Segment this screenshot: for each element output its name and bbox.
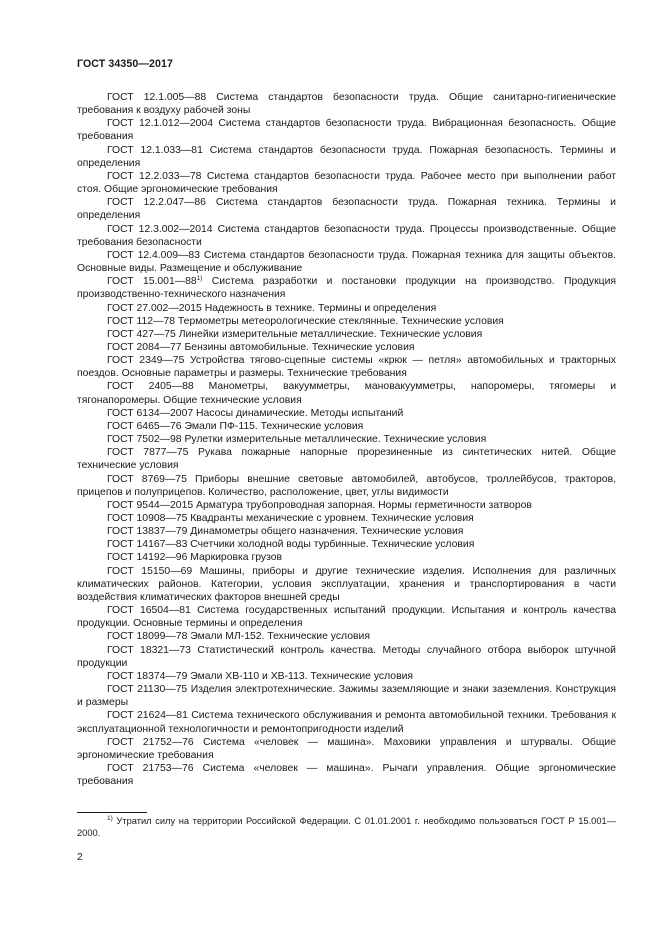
- reference-item: ГОСТ 21752—76 Система «человек — машина». Маховики управления и штурвалы. Общие эргономические требования: [77, 736, 616, 761]
- reference-item: ГОСТ 13837—79 Динамометры общего назначения. Технические условия: [107, 526, 464, 538]
- reference-item: ГОСТ 21130—75 Изделия электротехнические. Зажимы заземляющие и знаки заземления. Конструкция и размеры: [77, 684, 616, 709]
- reference-item: ГОСТ 21624—81 Система технического обслуживания и ремонта автомобильной техники. Требования к эксплуатационной технологичности и ремонтопригодности изделий: [77, 710, 616, 735]
- reference-item: ГОСТ 10908—75 Квадранты механические с уровнем. Технические условия: [107, 513, 474, 524]
- footnote: [77, 816, 616, 840]
- reference-item: ГОСТ 14167—83 Счетчики холодной воды турбинные. Технические условия: [107, 539, 475, 551]
- reference-item: ГОСТ 12.3.002—2014 Система стандартов безопасности труда. Процессы производственные. Общие требования безопасности: [77, 223, 616, 248]
- reference-item: ГОСТ 12.4.009—83 Система стандартов безопасности труда. Пожарная техника для защиты объектов. Основные виды. Размещение и обслуживание: [77, 249, 616, 275]
- reference-item: ГОСТ 27.002—2015 Надежность в технике. Термины и определения: [107, 302, 437, 314]
- reference-item: ГОСТ 12.1.005—88 Система стандартов безопасности труда. Общие санитарно-гигиенические требования к воздуху рабочей зоны: [77, 92, 616, 117]
- reference-item: ГОСТ 21753—76 Система «человек — машина». Рычаги управления. Общие эргономические требования: [77, 762, 616, 788]
- reference-title: Система разработки и постановки продукции на производство. Продукция производственно-технического назначения: [77, 276, 616, 301]
- reference-item: ГОСТ 18321—73 Статистический контроль качества. Методы случайного отбора выборок штучной продукции: [77, 644, 616, 669]
- reference-item: ГОСТ 9544—2015 Арматура трубопроводная запорная. Нормы герметичности затворов: [107, 499, 532, 511]
- reference-item: ГОСТ 8769—75 Приборы внешние световые автомобилей, автобусов, троллейбусов, тракторов, прицепов и полуприцепов. Количество, расположение, цвет, углы видимости: [77, 473, 616, 498]
- reference-item: ГОСТ 12.2.033—78 Система стандартов безопасности труда. Рабочее место при выполнении работ стоя. Общие эргономические требования: [77, 170, 616, 196]
- reference-list: [77, 91, 616, 788]
- reference-item: ГОСТ 6134—2007 Насосы динамические. Методы испытаний: [107, 407, 404, 419]
- reference-item: ГОСТ 6465—76 Эмали ПФ-115. Технические условия: [107, 420, 364, 432]
- reference-item: ГОСТ 12.2.047—86 Система стандартов безопасности труда. Пожарная техника. Термины и определения: [77, 197, 616, 222]
- page-number: 2: [77, 852, 83, 863]
- footnote-marker: 1): [107, 815, 113, 822]
- reference-item: ГОСТ 18099—78 Эмали МЛ-152. Технические условия: [107, 631, 370, 643]
- reference-item: ГОСТ 15150—69 Машины, приборы и другие технические изделия. Исполнения для различных климатических районов. Категории, условия эксплуатации, хранения и транспортирования в части воздействия климатических факторов внешней среды: [77, 565, 616, 603]
- reference-item: ГОСТ 2349—75 Устройства тягово-сцепные системы «крюк — петля» автомобильных и тракторных поездов. Основные параметры и размеры. Технические требования: [77, 355, 616, 380]
- reference-item: ГОСТ 427—75 Линейки измерительные металлические. Технические условия: [107, 328, 483, 340]
- footnote-marker[interactable]: 1): [196, 275, 203, 283]
- reference-item: ГОСТ 112—78 Термометры метеорологические стеклянные. Технические условия: [107, 315, 504, 327]
- reference-item: ГОСТ 12.1.033—81 Система стандартов безопасности труда. Пожарная безопасность. Термины и определения: [77, 144, 616, 169]
- document-header: ГОСТ 34350—2017: [77, 58, 174, 70]
- reference-item: ГОСТ 14192—96 Маркировка грузов: [107, 552, 283, 564]
- reference-item: ГОСТ 2084—77 Бензины автомобильные. Технические условия: [107, 341, 415, 353]
- reference-item: ГОСТ 2405—88 Манометры, вакуумметры, мановакуумметры, напоромеры, тягомеры и тягонапоромеры. Общие технические условия: [77, 381, 616, 406]
- reference-code: ГОСТ 15.001—88: [107, 276, 197, 288]
- reference-item: ГОСТ 7877—75 Рукава пожарные напорные прорезиненные из синтетических нитей. Общие технические условия: [77, 447, 616, 472]
- reference-item: ГОСТ 16504—81 Система государственных испытаний продукции. Испытания и контроль качества продукции. Основные термины и определения: [77, 605, 616, 630]
- reference-item: ГОСТ 18374—79 Эмали ХВ-110 и ХВ-113. Технические условия: [107, 670, 414, 682]
- footnote-divider: [77, 812, 147, 813]
- reference-item: ГОСТ 12.1.012—2004 Система стандартов безопасности труда. Вибрационная безопасность. Общие требования: [77, 118, 616, 143]
- footnote-text: Утратил силу на территории Российской Федерации. С 01.01.2001 г. необходимо пользоваться ГОСТ Р 15.001—2000.: [77, 816, 616, 838]
- reference-item: ГОСТ 7502—98 Рулетки измерительные металлические. Технические условия: [107, 434, 487, 446]
- reference-item-footnoted: [77, 275, 616, 301]
